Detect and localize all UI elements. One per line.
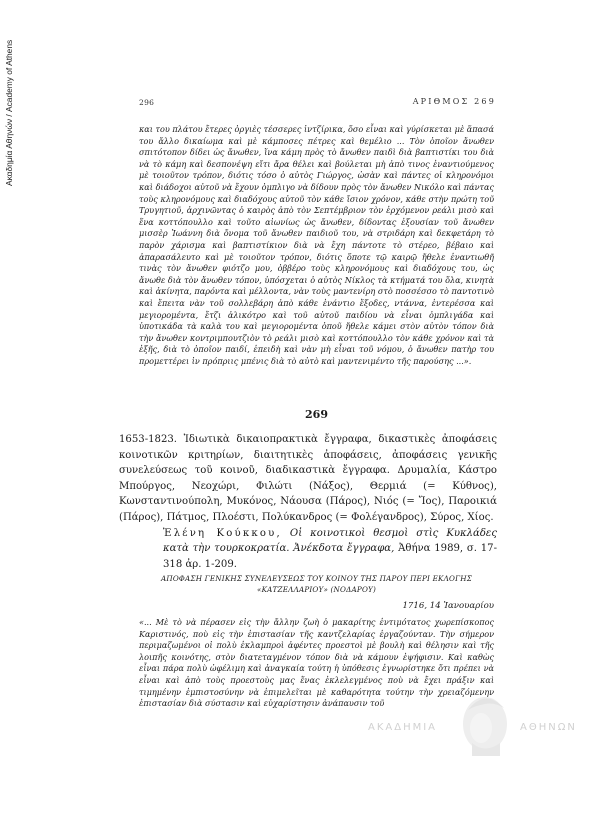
lower-document-text: «... Μὲ τὸ νὰ πέρασεν εἰς τὴν ἄλλην ζωὴ ὁ μακαρίτης ἐντιμότατος χωρεπίσκοπος Καριστινός, ποὺ εἰς τὴν ἐπιστασίαν τῆς καντζελαρίας ἐργαζούνταν. Τὴν σήμερον περιμαζωμένοι οἱ πολὺ ἐκλαμπροὶ ἀφέντες προεστοὶ μὲ βουλὴ καὶ θέλησιν καὶ τῆς λοιπῆς κοινότης, στὸν διατεταγμένον τόπον διὰ νὰ κάμουν ἐψήφισιν. Καὶ καθὼς εἶναι πάρα πολὺ ὠφέλιμη καὶ ἀναγκαία τούτη ἡ ὑπόθεσις ἐγνωρίστηκε ὅτι πρέπει νὰ εἶναι καὶ ἀπὸ τοὺς προεστοὺς μας ἕνας ἐκλελεγμένος ποὺ νὰ ἔχει πράξιν καὶ τιμημένην ἐμπιστοσύνην νὰ ἐπιμελεῖται μὲ καθαρότητα τούτην τὴν χρειαζόμενην ἐπιστασίαν διὰ σύστασιν καὶ εὐχαρίστησιν ἀνάπαυσιν τοῦ	[139, 617, 494, 709]
bibliographic-entry	[119, 432, 497, 572]
entry-reference	[119, 526, 497, 573]
entry-publication: Ἀθήνα 1989, σ. 17-318 ἀρ. 1-209.	[163, 543, 497, 570]
document-date: 1716, 14 Ἰανουαρίου	[402, 601, 494, 611]
running-title: ΑΡΙΘΜΟΣ 269	[412, 97, 496, 106]
page-number: 296	[139, 98, 155, 107]
athena-head-icon	[454, 688, 516, 762]
entry-book-title: Οἱ κοινοτικοὶ θεσμοὶ στὶς Κυκλάδες κατὰ τὴν τουρκοκρατία. Ἀνέκδοτα ἔγγραφα,	[163, 527, 497, 555]
side-watermark	[2, 28, 16, 188]
entry-author: Ἑλένη Κούκκου,	[163, 527, 282, 539]
logo-text-left: ΑΚΑΔΗΜΙΑ	[368, 722, 438, 733]
entry-years: 1653-1823.	[119, 434, 177, 445]
document-heading: ΑΠΟΦΑΣΗ ΓΕΝΙΚΗΣ ΣΥΝΕΛΕΥΣΕΩΣ ΤΟΥ ΚΟΙΝΟΥ ΤΗΣ ΠΑΡΟΥ ΠΕΡΙ ΕΚΛΟΓΗΣ «ΚΑΤΖΕΛΛΑΡΙΟΥ» (ΝΟΔΑΡΟΥ)	[160, 574, 473, 594]
academy-logo	[364, 686, 594, 766]
section-number: 269	[305, 408, 328, 421]
watermark-text: Ακαδημία Αθηνών / Academy of Athens	[4, 39, 14, 186]
entry-description: Ἰδιωτικὰ δικαιοπρακτικὰ ἔγγραφα, δικαστικὲς ἀποφάσεις κοινοτικῶν κριτηρίων, διαιτητικὲς ἀποφάσεις, ἀποφάσεις γενικῆς συνελεύσεως τοῦ κοινοῦ, διαδικαστικὰ ἔγγραφα. Δρυμαλία, Κάστρο Μπούργος, Νεοχώρι, Φιλώτι (Νάξος), Θερμιά (= Κύθνος), Κωνσταντινούπολη, Μυκόνος, Νάουσα (Πάρος), Νιός (= Ἴος), Παροικιά (Πάρος), Πάτμος, Πλοέστι, Πολύκανδρος (= Φολέγανδρος), Σύρος, Χίος.	[119, 434, 497, 523]
logo-text-right: ΑΘΗΝΩΝ	[520, 722, 577, 733]
upper-document-text: και του πλάτου ἔτερες ὀργιὲς τέσσερες ἰντζίρικα, ὅσο εἶναι καὶ γύρίσκεται μὲ ἅπασά του ἄλλο δικαίωμα καὶ μὲ κάμποσες πέτρες καὶ θεμέλιο ... Τὸν ὁποῖον ἄνωθεν σπιτότοπον δίδει ὡς ἄνωθεν, ἵνα κάμη πρὸς τὸ ἄνωθεν παιδὶ διὰ βαπτιστίκι του διὰ νὰ τὸ κάμη καὶ δεσπονέψη εἴτι ἄρα θέλει καὶ βούλεται μὴ ἀπὸ τινος ἐναντιούμενος μὲ τοιοῦτον τρόπον, διότις τόσο ὁ αὐτὸς Γιώργος, ὡσὰν καὶ πάντες οἱ κληρονόμοι καὶ διάδοχοι αὐτοῦ νὰ ἔχουν ὀμπλιγο νὰ δίδουν πρὸς τὸν ἄνωθεν Νικόλο καὶ πάντας τοὺς κληρονόμους καὶ διαδόχους αὐτοῦ τὸν κάθε ἴσιον χρόνον, κάθε στὴν πρώτη τοῦ Τρυγητιοῦ, ἀρχινῶντας ὁ καιρὸς ἀπὸ τὸν Σεπτέμβριον τὸν ἐρχόμενον ρεάλι μισὸ καὶ ἕνα κοττόπουλλο καὶ τοῦτο αἰωνίως ὡς ἄνωθεν, δίδοντας ἐξουσίαν τοῦ ἄνωθεν μισσὲρ Ἰωάννη διὰ ὄνομα τοῦ ἄνωθεν παιδιοῦ του, νὰ στριδάρη καὶ δεκφετάρη τὸ παρὸν χάρισμα καὶ βαπτιστίκιον διὰ νὰ ἔχη πάντοτε τὸ στέρεο, βέβαιο καὶ ἀπαρασάλευτο καὶ μὲ τοιοῦτον τρόπον, διότις ὅποτε τῷ καιρῷ ἤθελε ἐναντιωθῆ τινὰς τὸν ἄνωθεν φιότζο μου, ὀββέρο τοὺς κληρονόμους καὶ διαδόχους του, ὡς ἄνωθε διὰ τὸν ἄνωθεν τόπον, ὑπόσχεται ὁ αὐτὸς Νίκλος τὰ κτήματά του ὅλα, κινητὰ καὶ ἀκίνητα, παρόντα καὶ μέλλοντα, νὰν τοὺς μαντενίρη στὸ ποσσέσσο τὸ παντοτινὸ καὶ ἔπειτα νὰν τοῦ σολλεβάρη ἀπὸ κάθε ἐνάντιο ἔξοδες, ντάννα, ἐντερέσσα καὶ μεγιορομέντα, ἔτζι ἀλικότρο καὶ τοῦ αὐτοῦ παιδίου νὰ εἶναι ὀμπλιγάδα καὶ ὑποτικάδα τὰ καλὰ του καὶ μεγιορομέντα ὁποῦ ἤθελε κάμει στὸν αὐτὸν τόπον διὰ τὴν ἄνωθεν κοντριμπουτζιὸν τὸ ρεάλι μισὸ καὶ κοττόπουλλο τὸν κάθε χρόνον καὶ τὰ ἑξῆς, διὰ τὸ ὁποῖον παιδί, ἐπειδὴ καὶ νὰν μὴ εἶναι τοῦ νόμου, ὁ ἄνωθεν πατὴρ του προμεττέρει ἰν πρόπριις μπένις διὰ τὸ αὐτὸ καὶ μαντενιμέντο τῆς παρούσης ...».	[139, 124, 494, 366]
